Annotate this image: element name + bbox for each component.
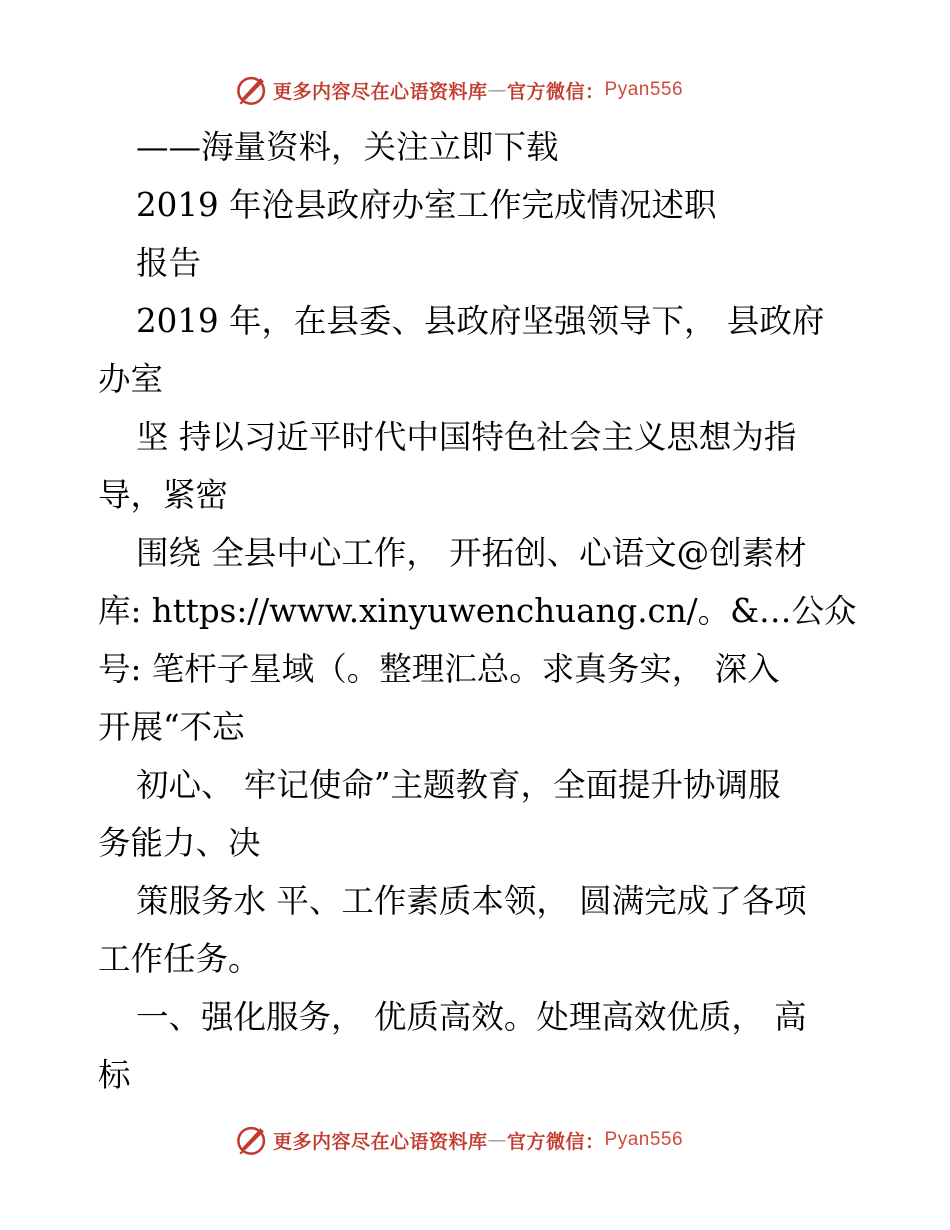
body-line: 坚 持以习近平时代中国特色社会主义思想为指 — [136, 418, 797, 456]
quill-logo-icon — [235, 73, 269, 107]
watermark-wechat-label: 官方微信： — [507, 1130, 605, 1153]
watermark-separator: — — [487, 1129, 508, 1151]
body-line: 标 — [98, 1056, 131, 1094]
body-line: 围绕 全县中心工作， 开拓创、心语文@创素材 — [136, 534, 807, 572]
watermark-brand: 更多内容尽在心语资料库 — [273, 1130, 488, 1153]
quill-logo-icon — [235, 1123, 269, 1157]
watermark-banner-top — [235, 70, 715, 110]
watermark-banner-bottom — [235, 1120, 715, 1160]
body-line: 2019 年，在县委、县政府坚强领导下， 县政府 — [136, 302, 825, 340]
watermark-wechat-id: Pyan556 — [604, 79, 684, 100]
watermark-wechat-label: 官方微信： — [507, 80, 605, 103]
body-line: 导，紧密 — [98, 476, 229, 514]
body-line: 工作任务。 — [98, 940, 261, 978]
watermark-separator: — — [487, 79, 508, 101]
body-line: 一、强化服务， 优质高效。处理高效优质， 高 — [136, 998, 807, 1036]
document-body — [98, 118, 868, 1104]
watermark-brand: 更多内容尽在心语资料库 — [273, 80, 488, 103]
body-line: 报告 — [136, 244, 202, 282]
body-line: 库: https://www.xinyuwenchuang.cn/。&…公众 — [98, 592, 857, 630]
watermark-wechat-id: Pyan556 — [604, 1129, 684, 1150]
body-line: ——海量资料，关注立即下载 — [136, 128, 559, 166]
body-line: 开展“不忘 — [98, 708, 245, 746]
body-line: 务能力、决 — [98, 824, 261, 862]
body-line: 号: 笔杆子星域（。整理汇总。求真务实， 深入 — [98, 650, 780, 688]
body-line: 初心、 牢记使命”主题教育，全面提升协调服 — [136, 766, 781, 804]
body-line: 办室 — [98, 360, 164, 398]
body-line: 策服务水 平、工作素质本领， 圆满完成了各项 — [136, 882, 807, 920]
body-line: 2019 年沧县政府办室工作完成情况述职 — [136, 186, 717, 224]
